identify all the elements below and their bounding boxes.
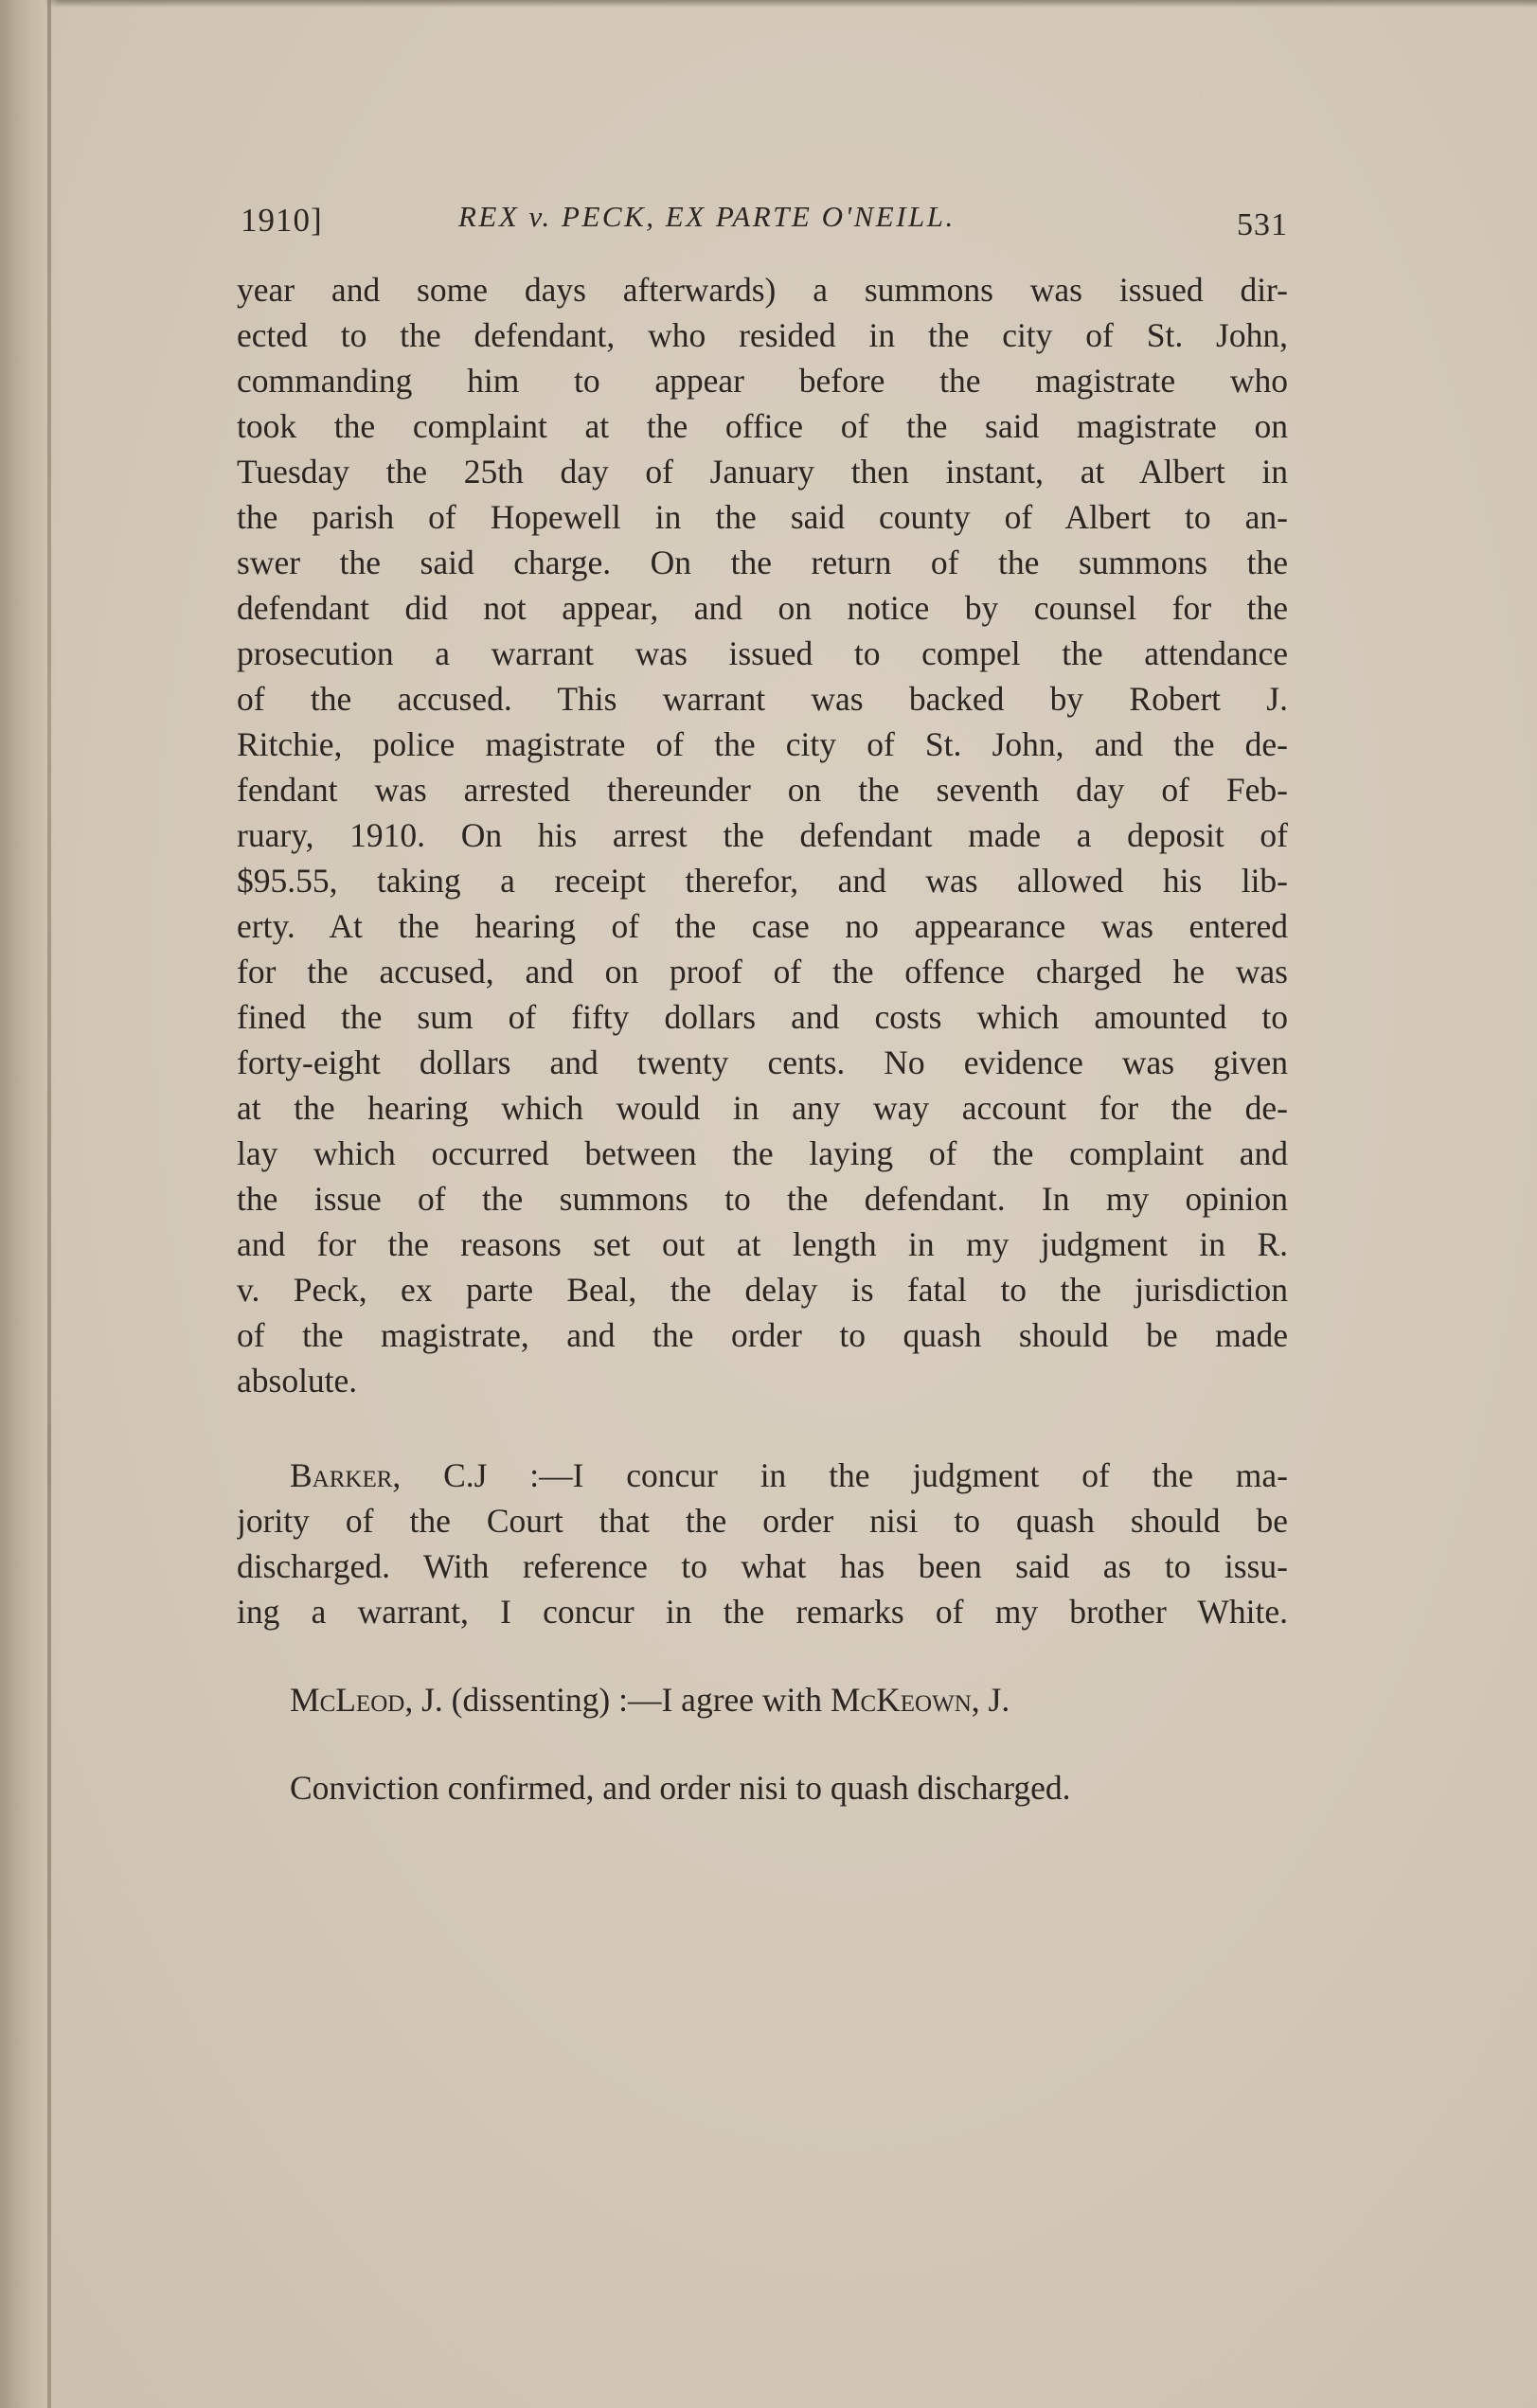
text-line: and for the reasons set out at length in my judgment in R. [237, 1225, 1288, 1263]
text-line: absolute. [237, 1362, 358, 1400]
text-fragment: , C.J :—I concur in the judgment of the ma- [392, 1456, 1288, 1494]
text-fragment: , J. [971, 1681, 1010, 1719]
text-line: discharged. With reference to what has been said as to issu- [237, 1547, 1288, 1585]
text-line: for the accused, and on proof of the offence charged he was [237, 953, 1288, 990]
running-title: REX v. PECK, EX PARTE O'NEILL. [458, 200, 956, 233]
text-line: fined the sum of fifty dollars and costs which amounted to [237, 998, 1288, 1036]
paragraph-spacer [237, 1403, 1288, 1453]
text-line: commanding him to appear before the magistrate who [237, 362, 1288, 400]
paragraph-barker-opinion [237, 1453, 1288, 1634]
text-line: forty-eight dollars and twenty cents. No evidence was given [237, 1043, 1288, 1081]
running-year: 1910] [241, 202, 323, 239]
text-line: defendant did not appear, and on notice by counsel for the [237, 589, 1288, 627]
text-line [237, 1677, 1288, 1722]
decision-line: Conviction confirmed, and order nisi to quash discharged. [290, 1769, 1071, 1807]
text-line: ected to the defendant, who resided in the city of St. John, [237, 316, 1288, 354]
text-fragment: , J. (dissenting) :—I agree with [404, 1681, 831, 1719]
text-line: the issue of the summons to the defendant. In my opinion [237, 1180, 1288, 1218]
text-line: at the hearing which would in any way account for the de- [237, 1089, 1288, 1127]
paragraph-mcleod-opinion [237, 1677, 1288, 1722]
paragraph-spacer [237, 1722, 1288, 1765]
judge-name-barker: Barker [290, 1456, 393, 1494]
text-line: lay which occurred between the laying of the complaint and [237, 1134, 1288, 1172]
judge-name-mckeown: McKeown [830, 1681, 972, 1719]
text-line: erty. At the hearing of the case no appearance was entered [237, 907, 1288, 945]
text-line: year and some days afterwards) a summons was issued dir- [237, 271, 1288, 309]
text-line: took the complaint at the office of the said magistrate on [237, 407, 1288, 445]
text-line: fendant was arrested thereunder on the seventh day of Feb- [237, 771, 1288, 809]
paragraph-spacer [237, 1634, 1288, 1677]
text-line: of the magistrate, and the order to quash should be made [237, 1316, 1288, 1354]
text-line: Tuesday the 25th day of January then instant, at Albert in [237, 453, 1288, 491]
text-line: prosecution a warrant was issued to compel the attendance [237, 634, 1288, 672]
text-line: ruary, 1910. On his arrest the defendant made a deposit of [237, 816, 1288, 854]
text-line: swer the said charge. On the return of the summons the [237, 544, 1288, 581]
text-line: ing a warrant, I concur in the remarks of my brother White. [237, 1593, 1288, 1631]
text-line [237, 1453, 1288, 1498]
text-line: $95.55, taking a receipt therefor, and was allowed his lib- [237, 862, 1288, 900]
binding-stitch-line [47, 0, 51, 2408]
text-line: jority of the Court that the order nisi to quash should be [237, 1502, 1288, 1540]
running-header [241, 196, 1288, 243]
text-line: v. Peck, ex parte Beal, the delay is fatal to the jurisdiction [237, 1271, 1288, 1309]
judgment-text [237, 267, 1288, 1810]
text-line: of the accused. This warrant was backed by Robert J. [237, 680, 1288, 718]
text-line: the parish of Hopewell in the said county of Albert to an- [237, 498, 1288, 536]
judge-name-mcleod: McLeod [290, 1681, 405, 1719]
page-number: 531 [1237, 207, 1288, 242]
paragraph-opinion-continuation [237, 267, 1288, 1403]
page-top-edge [0, 0, 1537, 8]
text-line: Ritchie, police magistrate of the city of St. John, and the de- [237, 725, 1288, 763]
